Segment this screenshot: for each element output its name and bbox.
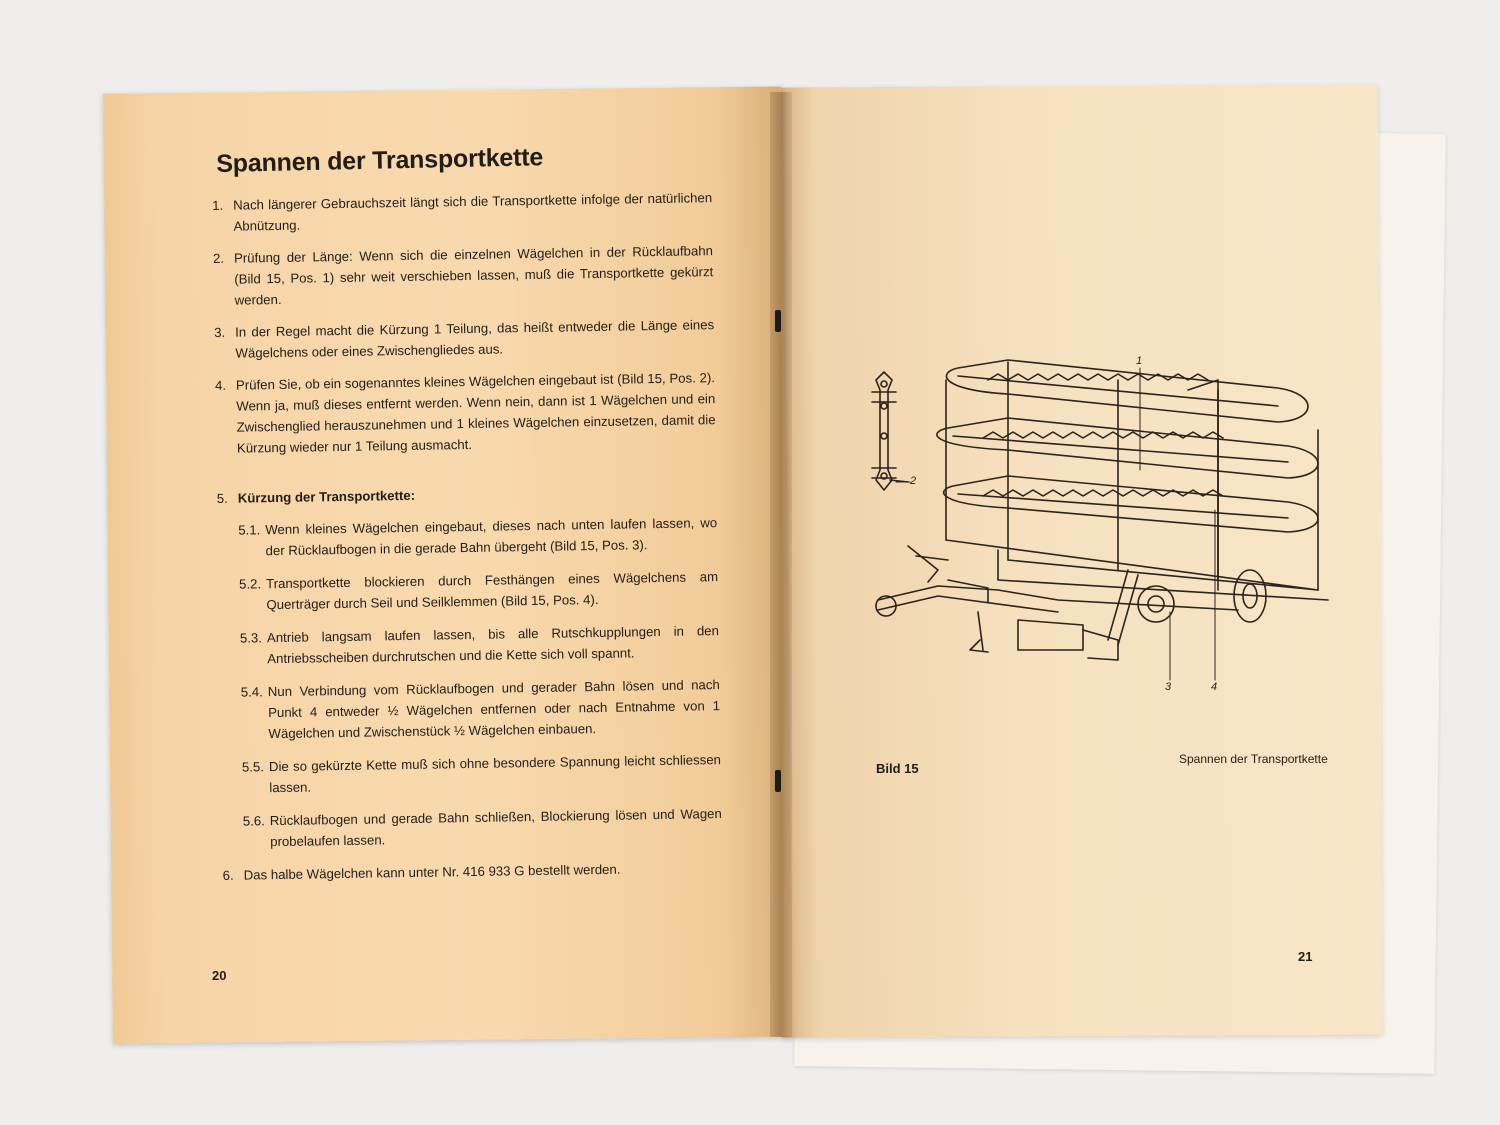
item-text: Prüfen Sie, ob ein sogenanntes kleines Wägelchen eingebaut ist (Bild 15, Pos. 2). Wenn ja, muß dieses entfernt werden. Wenn nein, dann ist 1 Wägelchen und ein Zwischenglied herauszunehmen und 1 kleines Wägelchen einzusetzen, damit die Kürzung wieder nur 1 Teilung ausmacht. [235,370,716,456]
sub-item-text: Nun Verbindung vom Rücklaufbogen und gerader Bahn lösen und nach Punkt 4 entweder ½ Wägelchen entfernen oder nach Entnahme von 1 Wägelchen und Zwischenstück ½ Wägelchen einbauen. [267,677,721,742]
item-number: 3. [214,324,226,340]
item-text: Nach längerer Gebrauchszeit längt sich die Transportkette infolge der natürlichen Abnützung. [233,190,713,234]
frame [946,362,1328,600]
list-item [214,314,715,364]
item-text: Das halbe Wägelchen kann unter Nr. 416 933 G bestellt werden. [243,861,621,883]
chain-link-detail [872,372,908,490]
list-item [223,857,723,886]
item-number: 1. [212,197,224,213]
callout-label: 4 [1211,681,1218,693]
sub-item-number: 5.2. [238,576,262,592]
sub-item-number: 5.6. [242,813,265,829]
sub-list-item [239,566,719,616]
list-item [213,240,714,311]
sub-list-item [243,803,723,853]
item-number: 4. [214,377,227,393]
wheels [1138,570,1266,622]
sub-item-text: Die so gekürzte Kette muß sich ohne besondere Spannung leicht schliessen lassen. [268,752,722,796]
sub-list-item [241,674,721,745]
item-number: 2. [212,250,225,266]
booklet-spine [770,92,792,1037]
page-title: Spannen der Transportkette [216,143,544,178]
sub-item-number: 5.3. [239,630,263,646]
sub-item-text: Rücklaufbogen und gerade Bahn schließen, Blockierung lösen und Wagen probelaufen lassen. [269,806,722,850]
page-number-right: 21 [1298,949,1313,964]
item-text: Prüfung der Länge: Wenn sich die einzelnen Wägelchen in der Rücklaufbahn (Bild 15, Pos. 1) sehr weit verschieben lassen, muß die Transportkette gekürzt werden. [233,243,714,308]
callout-label: 2 [910,475,917,487]
item-number: 6. [222,867,234,883]
item-text: In der Regel macht die Kürzung 1 Teilung, das heißt entweder die Länge eines Wägelchens oder eines Zwischengliedes aus. [235,317,715,361]
callout-label: 3 [1165,681,1172,693]
conveyor-tiers [937,360,1318,532]
callout-lines [896,368,1215,680]
list-item [215,367,716,459]
sub-item-text: Transportkette blockieren durch Festhängen eines Wägelchens am Querträger durch Seil und Seilklemmen (Bild 15, Pos. 4). [265,569,719,613]
staple [775,310,781,332]
instruction-list [212,187,723,897]
figure-caption: Spannen der Transportkette [1179,752,1328,766]
callout-label: 1 [1136,355,1143,367]
sub-item-text: Antrieb langsam laufen lassen, bis alle Rutschkupplungen in den Antriebsscheiben durchrutschen und die Kette sich voll spannt. [266,623,720,667]
sub-list-item [238,512,718,562]
sub-item-number: 5.1. [238,522,261,538]
sub-list-item [240,620,720,670]
sub-list-item [242,749,722,799]
page-number-left: 20 [212,968,227,983]
sub-item-number: 5.5. [241,759,265,775]
section-heading: Kürzung der Transportkette: [237,487,416,506]
chassis [876,546,1238,660]
figure-label: Bild 15 [876,761,919,776]
machine-illustration [858,350,1338,700]
item-number: 5. [216,490,228,506]
sub-item-number: 5.4. [240,684,263,700]
staple [775,770,781,792]
list-item [212,187,713,237]
sub-item-text: Wenn kleines Wägelchen eingebaut, dieses nach unten laufen lassen, wo der Rücklaufbogen in die gerade Bahn übergeht (Bild 15, Pos. 3). [265,515,718,559]
